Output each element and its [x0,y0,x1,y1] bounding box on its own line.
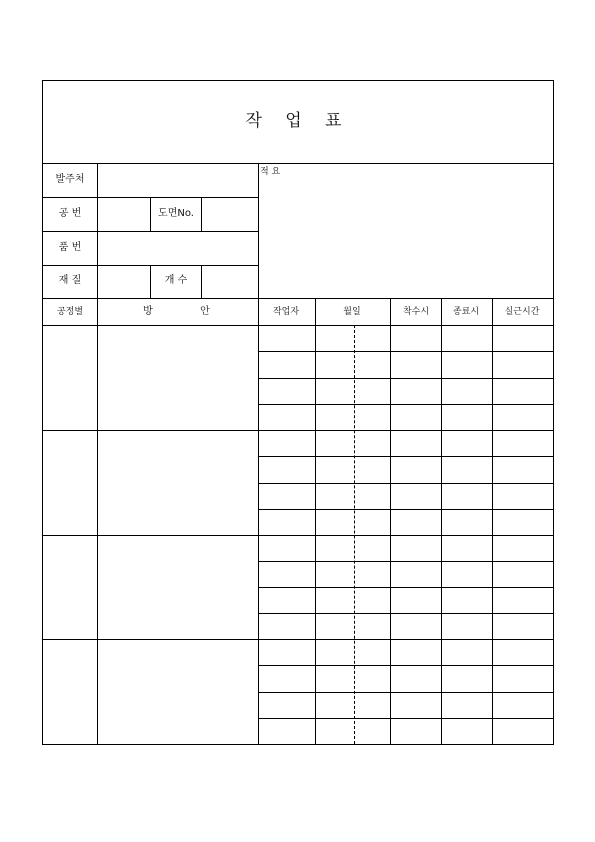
material-field[interactable] [98,266,150,298]
quantity-label: 개 수 [164,275,188,286]
col-actual-time: 실근시간 [504,307,540,317]
info-quantity-label-left [150,265,151,298]
worker-cell[interactable] [259,588,315,613]
info-drawing-label-left [150,197,151,231]
worker-cell[interactable] [259,352,315,378]
month-day-cell[interactable] [316,588,390,613]
actual-time-cell[interactable] [493,484,553,509]
actual-time-cell[interactable] [493,379,553,404]
start-time-cell[interactable] [391,484,441,509]
month-day-cell[interactable] [316,379,390,404]
process-no-field[interactable] [98,198,150,231]
process-cell[interactable] [43,536,97,639]
worker-cell[interactable] [259,693,315,718]
end-time-cell[interactable] [442,640,492,665]
month-day-cell[interactable] [316,719,390,744]
start-time-cell[interactable] [391,693,441,718]
method-cell[interactable] [98,536,258,639]
end-time-cell[interactable] [442,326,492,351]
summary-field[interactable] [259,178,553,298]
worker-cell[interactable] [259,484,315,509]
actual-time-cell[interactable] [493,588,553,613]
worker-cell[interactable] [259,719,315,744]
actual-time-cell[interactable] [493,666,553,692]
worker-cell[interactable] [259,510,315,535]
end-time-cell[interactable] [442,457,492,483]
end-time-cell[interactable] [442,562,492,587]
part-no-field[interactable] [98,232,258,265]
start-time-cell[interactable] [391,588,441,613]
end-time-cell[interactable] [442,352,492,378]
drawing-no-field[interactable] [202,198,258,231]
col-process: 공정별 [56,307,84,317]
col-month-day: 월일 [343,307,361,317]
worker-cell[interactable] [259,431,315,456]
month-day-cell[interactable] [316,457,390,483]
month-day-cell[interactable] [316,405,390,430]
actual-time-cell[interactable] [493,352,553,378]
month-day-cell[interactable] [316,352,390,378]
worker-cell[interactable] [259,536,315,561]
worker-cell[interactable] [259,666,315,692]
info-block-bottom [42,298,554,299]
worker-cell[interactable] [259,379,315,404]
actual-time-cell[interactable] [493,326,553,351]
actual-time-cell[interactable] [493,719,553,744]
method-cell[interactable] [98,431,258,535]
quantity-field[interactable] [202,266,258,298]
end-time-cell[interactable] [442,693,492,718]
drawing-no-label: 도면No. [158,208,194,219]
process-cell[interactable] [43,640,97,744]
method-cell[interactable] [98,326,258,430]
actual-time-cell[interactable] [493,405,553,430]
client-label: 발주처 [55,174,85,185]
frame-top-border [42,80,554,81]
method-cell[interactable] [98,640,258,744]
actual-time-cell[interactable] [493,457,553,483]
end-time-cell[interactable] [442,536,492,561]
start-time-cell[interactable] [391,352,441,378]
end-time-cell[interactable] [442,588,492,613]
month-day-cell[interactable] [316,640,390,665]
start-time-cell[interactable] [391,405,441,430]
end-time-cell[interactable] [442,510,492,535]
month-day-cell[interactable] [316,431,390,456]
start-time-cell[interactable] [391,640,441,665]
end-time-cell[interactable] [442,719,492,744]
process-cell[interactable] [43,431,97,535]
start-time-cell[interactable] [391,510,441,535]
part-no-label: 품 번 [58,242,82,253]
start-time-cell[interactable] [391,379,441,404]
material-label: 재 질 [58,275,82,286]
start-time-cell[interactable] [391,562,441,587]
actual-time-cell[interactable] [493,431,553,456]
worker-cell[interactable] [259,457,315,483]
form-title: 작 업 표 [245,111,351,131]
actual-time-cell[interactable] [493,614,553,639]
end-time-cell[interactable] [442,405,492,430]
end-time-cell[interactable] [442,379,492,404]
client-field[interactable] [98,164,258,197]
process-cell[interactable] [43,326,97,430]
start-time-cell[interactable] [391,431,441,456]
process-no-label: 공 번 [58,208,82,219]
end-time-cell[interactable] [442,614,492,639]
month-day-cell[interactable] [316,510,390,535]
start-time-cell[interactable] [391,457,441,483]
start-time-cell[interactable] [391,536,441,561]
frame-bottom-border [42,744,554,745]
actual-time-cell[interactable] [493,536,553,561]
actual-time-cell[interactable] [493,510,553,535]
end-time-cell[interactable] [442,484,492,509]
end-time-cell[interactable] [442,431,492,456]
month-day-cell[interactable] [316,326,390,351]
actual-time-cell[interactable] [493,693,553,718]
start-time-cell[interactable] [391,666,441,692]
worker-cell[interactable] [259,640,315,665]
col-method-2: 안 [200,306,210,317]
month-day-cell[interactable] [316,666,390,692]
col-end-time: 종료시 [452,307,480,317]
actual-time-cell[interactable] [493,640,553,665]
actual-time-cell[interactable] [493,562,553,587]
worker-cell[interactable] [259,405,315,430]
month-day-cell[interactable] [316,484,390,509]
frame-right-border [553,80,554,745]
month-day-cell[interactable] [316,693,390,718]
summary-label: 적 요 [260,167,281,177]
worker-cell[interactable] [259,326,315,351]
worker-cell[interactable] [259,614,315,639]
worker-cell[interactable] [259,562,315,587]
col-method-1: 방 [143,306,153,317]
start-time-cell[interactable] [391,614,441,639]
start-time-cell[interactable] [391,326,441,351]
end-time-cell[interactable] [442,666,492,692]
start-time-cell[interactable] [391,719,441,744]
month-day-cell[interactable] [316,562,390,587]
month-day-cell[interactable] [316,614,390,639]
col-start-time: 착수시 [402,307,430,317]
month-day-cell[interactable] [316,536,390,561]
col-worker: 작업자 [272,307,300,317]
